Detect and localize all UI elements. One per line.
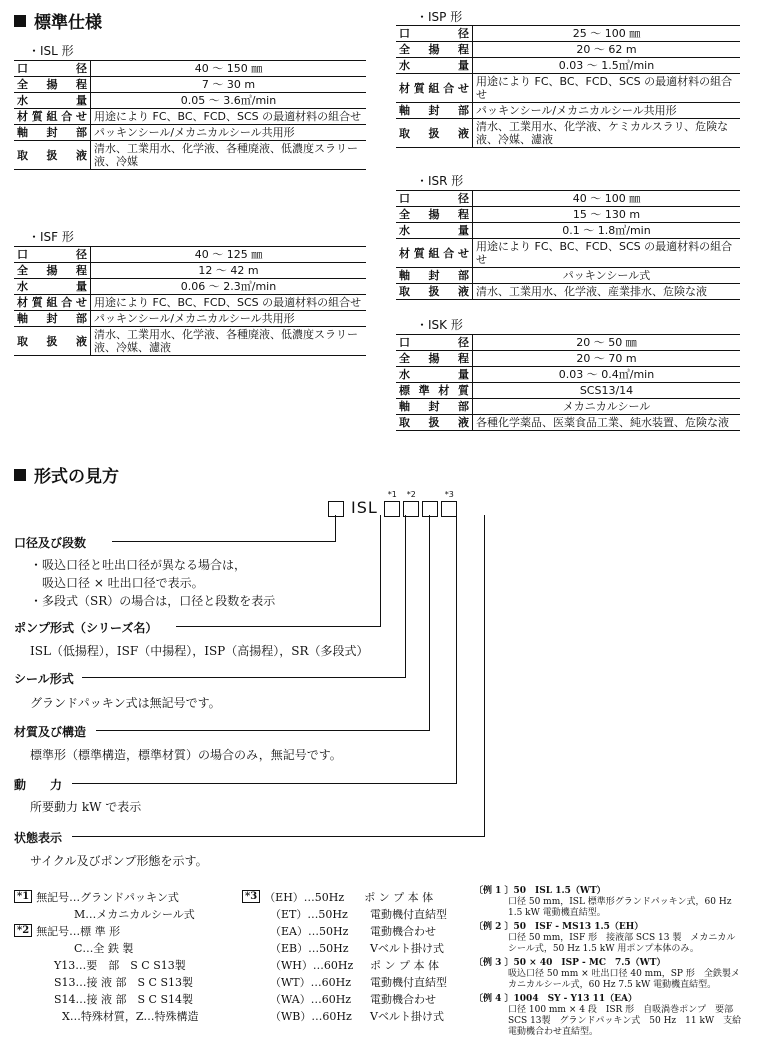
spec-row [14,327,366,356]
spec-label: 全 揚 程 [14,263,91,279]
spec-value: 用途により FC、BC、FCD、SCS の最適材料の組合せ [91,109,367,125]
spec-row [14,263,366,279]
spec-value: 0.05 ～ 3.6㎥/min [91,93,367,109]
spec-label: 全 揚 程 [396,351,473,367]
spec-value: 0.1 ～ 1.8㎥/min [473,223,741,239]
spec-value: パッキンシール式 [473,268,741,284]
spec-row [396,351,740,367]
spec-row [396,383,740,399]
legend-mark-3: *3 [242,890,260,903]
example-3 [474,958,744,991]
connector-line [380,515,381,627]
spec-value: パッキンシール/メカニカルシール共用形 [91,311,367,327]
legend-right-desc: ポ ン プ 本 体 [364,890,434,904]
isl-spec-table [14,60,366,170]
example-1 [474,886,744,919]
legend-left-item: C…全 鉄 製 [74,941,134,955]
spec-row [396,284,740,300]
spec-row [396,119,740,148]
legend-right-code: （EB）…50Hz [270,941,349,955]
spec-label: 標準材質 [396,383,473,399]
spec-value: 12 ～ 42 m [91,263,367,279]
connector-line [112,541,336,542]
spec-value: 20 ～ 70 m [473,351,741,367]
spec-value: 25 ～ 100 ㎜ [473,26,741,42]
legend-left-item: S14…接 液 部 S C S14製 [54,992,194,1006]
legend-right-code: （WB）…60Hz [270,1009,352,1023]
spec-label: 全 揚 程 [396,42,473,58]
spec-label: 取 扱 液 [396,415,473,431]
connector-line [405,515,406,678]
isp-spec-table [396,25,740,148]
spec-value: 15 ～ 130 m [473,207,741,223]
spec-value: 用途により FC、BC、FCD、SCS の最適材料の組合せ [473,74,741,103]
spec-value: 0.06 ～ 2.3㎥/min [91,279,367,295]
legend-right-code: （WA）…60Hz [270,992,352,1006]
spec-value: SCS13/14 [473,383,741,399]
code-series: ISL [351,498,378,517]
spec-label: 水 量 [14,93,91,109]
example-title: 〔例 3 〕50 × 40 ISP - MC 7.5（WT） [474,958,666,968]
spec-label: 水 量 [396,58,473,74]
legend-left-item: S13…接 液 部 S C S13製 [54,975,194,989]
connector-line [176,626,381,627]
spec-row [14,93,366,109]
model-code-diagram [328,490,460,517]
legend-left-item: 無記号…グランドパッキン式 [36,890,179,904]
spec-row [396,335,740,351]
spec-label: 口 径 [14,247,91,263]
spec-value: 清水、工業用水、化学液、各種廃液、低濃度スラリー液、冷媒 [91,141,367,170]
item-power-body: 所要動力 kW で表示 [30,800,142,814]
section-title-standard-spec [14,8,102,33]
spec-row [396,367,740,383]
legend-left-item: 無記号…標 準 形 [36,924,121,938]
connector-line [456,515,457,784]
isl-title: ・ISL 形 [28,44,74,58]
spec-value: 清水、工業用水、化学液、ケミカルスラリ、危険な液、冷媒、濾液 [473,119,741,148]
spec-row [14,295,366,311]
isf-spec-table [14,246,366,356]
mark-1: *1 [387,490,397,499]
item-status-head: 状態表示 [14,831,63,845]
isp-title: ・ISP 形 [416,10,463,24]
legend-right-code: （EA）…50Hz [270,924,349,938]
spec-row [14,77,366,93]
connector-line [82,677,406,678]
item-material-body: 標準形（標準構造，標準材質）の場合のみ，無記号です。 [30,748,342,762]
mark-2: *2 [406,490,416,499]
spec-row [396,399,740,415]
legend-right-code: （ET）…50Hz [270,907,348,921]
legend-right-code: （WT）…60Hz [270,975,352,989]
spec-label: 軸 封 部 [14,311,91,327]
section-title-model-code [14,462,119,487]
example-title: 〔例 4 〕1004 SY - Y13 11（EA） [474,994,637,1004]
spec-label: 材質組合せ [14,295,91,311]
item-size-head: 口径及び段数 [14,536,87,550]
spec-value: 40 ～ 125 ㎜ [91,247,367,263]
section-title-text: 標準仕様 [34,13,102,33]
item-size-body: ・吸込口径と吐出口径が異なる場合は， 吸込口径 × 吐出口径で表示。 ・多段式（SR）の場合は，口径と段数を表示 [30,558,276,608]
spec-row [396,42,740,58]
spec-label: 軸 封 部 [396,103,473,119]
spec-label: 取 扱 液 [14,327,91,356]
example-2 [474,922,744,955]
spec-row [396,207,740,223]
connector-line [72,836,485,837]
example-4 [474,994,744,1038]
spec-row [14,311,366,327]
spec-value: 0.03 ～ 0.4㎥/min [473,367,741,383]
isk-title: ・ISK 形 [416,318,463,332]
isr-spec-table [396,190,740,300]
item-seal-head: シール形式 [14,672,74,686]
spec-row [396,223,740,239]
example-body: 口径 50 mm，ISL 標準形グランドパッキン式，60 Hz 1.5 kW 電動機直結型。 [508,897,732,918]
spec-value: 清水、工業用水、化学液、産業排水、危険な液 [473,284,741,300]
square-bullet-icon [14,469,26,481]
spec-label: 水 量 [396,367,473,383]
isf-title: ・ISF 形 [28,230,74,244]
connector-line [72,783,457,784]
spec-row [14,109,366,125]
legend-right-desc: Vベルト掛け式 [370,1009,444,1023]
example-title: 〔例 2 〕50 ISF - MS13 1.5（EH） [474,922,644,932]
spec-value: パッキンシール/メカニカルシール共用形 [473,103,741,119]
spec-row [396,26,740,42]
connector-line [335,515,336,542]
spec-label: 口 径 [14,61,91,77]
spec-label: 材質組合せ [396,74,473,103]
spec-label: 口 径 [396,26,473,42]
section-title-text: 形式の見方 [34,467,119,487]
spec-row [396,74,740,103]
spec-label: 軸 封 部 [396,268,473,284]
legend-right-desc: 電動機付直結型 [370,907,447,921]
spec-label: 軸 封 部 [396,399,473,415]
mark-3: *3 [444,490,454,499]
code-box-size [328,501,344,517]
isk-spec-table [396,334,740,431]
spec-label: 取 扱 液 [396,119,473,148]
spec-value: 7 ～ 30 m [91,77,367,93]
spec-value: 20 ～ 62 m [473,42,741,58]
spec-row [396,239,740,268]
legend-right-desc: 電動機合わせ [370,992,436,1006]
spec-row [396,268,740,284]
example-title: 〔例 1 〕50 ISL 1.5（WT） [474,886,606,896]
legend-right [242,888,468,1024]
legend-right-code: （EH）…50Hz [264,890,345,904]
legend-mark-1: *1 [14,890,32,903]
item-series-head: ポンプ形式（シリーズ名） [14,621,158,635]
connector-line [96,730,430,731]
legend-right-desc: 電動機付直結型 [370,975,447,989]
spec-label: 水 量 [14,279,91,295]
legend-right-desc: Vベルト掛け式 [370,941,444,955]
spec-label: 材質組合せ [396,239,473,268]
spec-label: 取 扱 液 [396,284,473,300]
spec-row [396,191,740,207]
spec-label: 材質組合せ [14,109,91,125]
item-series-body: ISL（低揚程），ISF（中揚程），ISP（高揚程），SR（多段式） [30,644,369,658]
spec-label: 水 量 [396,223,473,239]
legend-right-desc: ポ ン プ 本 体 [370,958,439,972]
legend-left [14,888,239,1024]
spec-value: 0.03 ～ 1.5㎥/min [473,58,741,74]
spec-label: 口 径 [396,335,473,351]
spec-label: 全 揚 程 [396,207,473,223]
spec-value: メカニカルシール [473,399,741,415]
spec-value: 用途により FC、BC、FCD、SCS の最適材料の組合せ [473,239,741,268]
spec-row [396,103,740,119]
spec-label: 軸 封 部 [14,125,91,141]
legend-right-code: （WH）…60Hz [270,958,354,972]
spec-label: 全 揚 程 [14,77,91,93]
spec-value: 40 ～ 100 ㎜ [473,191,741,207]
spec-value: 用途により FC、BC、FCD、SCS の最適材料の組合せ [91,295,367,311]
spec-row [14,141,366,170]
spec-value: 40 ～ 150 ㎜ [91,61,367,77]
spec-value: 20 ～ 50 ㎜ [473,335,741,351]
item-status-body: サイクル及びポンプ形態を示す。 [30,854,208,868]
spec-row [396,58,740,74]
legend-left-item: M…メカニカルシール式 [74,907,195,921]
spec-label: 口 径 [396,191,473,207]
example-body: 口径 100 mm × 4 段 ISR 形 自吸渦巻ポンプ 要部 SCS 13製 グランドパッキン式 50 Hz 11 kW 支給電動機合わせ直結型。 [508,1005,742,1037]
spec-row [14,247,366,263]
code-box-seal [384,490,400,517]
legend-left-item: X…特殊材質，Z…特殊構造 [62,1009,199,1023]
spec-value: 各種化学薬品、医薬食品工業、純水装置、危険な液 [473,415,741,431]
spec-row [14,279,366,295]
item-power-head: 動 力 [14,778,63,792]
connector-line [484,515,485,837]
square-bullet-icon [14,15,26,27]
spec-row [14,61,366,77]
example-body: 吸込口径 50 mm × 吐出口径 40 mm，SP 形 全鉄製メカニカルシール式，60 Hz 7.5 kW 電動機直結型。 [508,969,740,990]
legend-mark-2: *2 [14,924,32,937]
code-box-status [441,490,457,517]
item-material-head: 材質及び構造 [14,725,87,739]
isr-title: ・ISR 形 [416,174,464,188]
spec-label: 取 扱 液 [14,141,91,170]
example-body: 口径 50 mm，ISF 形 接液部 SCS 13 製 メカニカルシール式，50 Hz 1.5 kW 用ポンプ本体のみ。 [508,933,736,954]
connector-line [429,515,430,731]
spec-value: 清水、工業用水、化学液、各種廃液、低濃度スラリー液、冷媒、濾液 [91,327,367,356]
spec-value: パッキンシール/メカニカルシール共用形 [91,125,367,141]
item-seal-body: グランドパッキン式は無記号です。 [30,696,221,710]
legend-left-item: Y13…要 部 S C S13製 [54,958,186,972]
spec-row [14,125,366,141]
spec-row [396,415,740,431]
legend-right-desc: 電動機合わせ [370,924,436,938]
